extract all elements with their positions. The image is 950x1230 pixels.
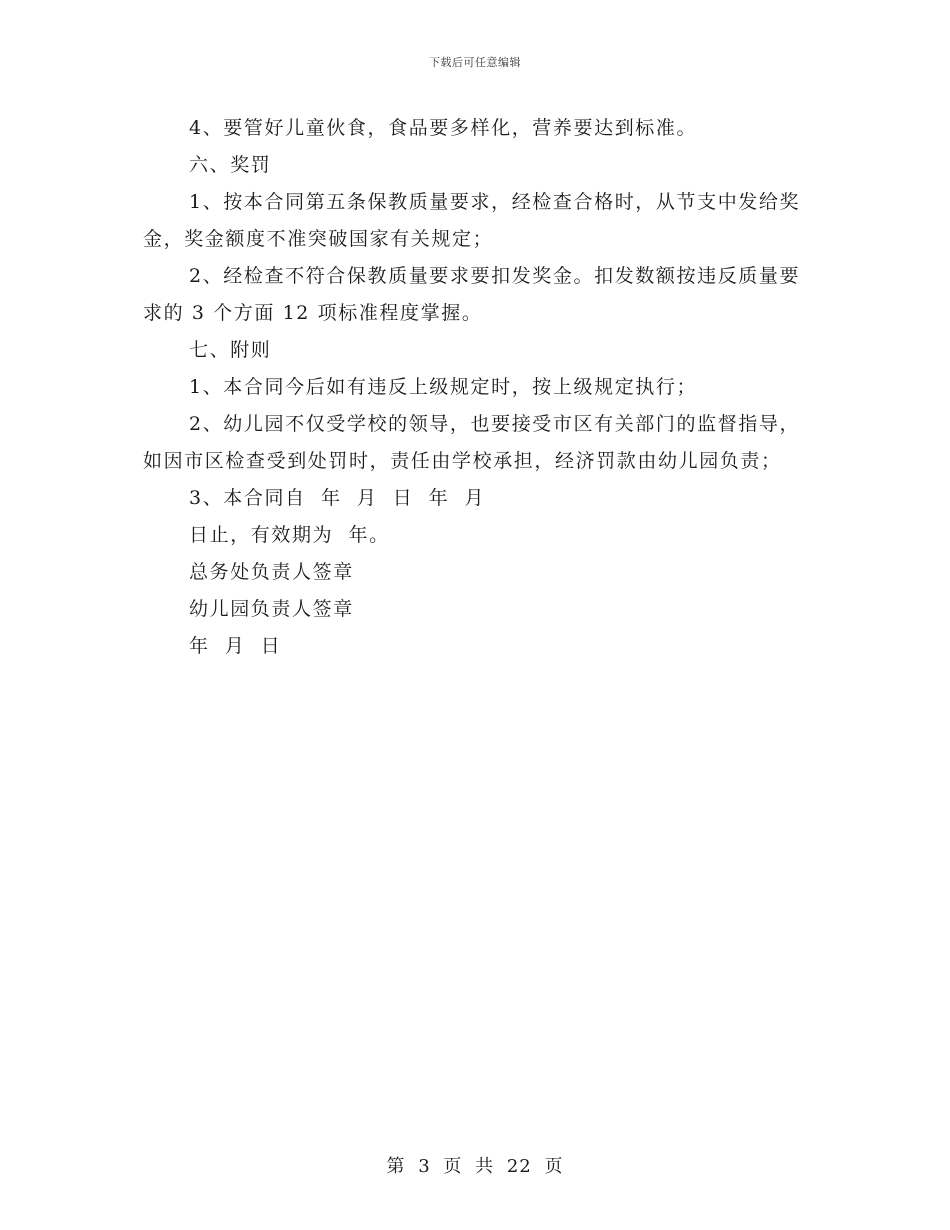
paragraph-supervision: 2、幼儿园不仅受学校的领导，也要接受市区有关部门的监督指导，如因市区检查受到处罚时，责任由学校承担，经济罚款由幼儿园负责； <box>143 413 801 472</box>
paragraph-contract-term-start: 3、本合同自 年 月 日 年 月 <box>189 487 486 509</box>
paragraph-nutrition: 4、要管好儿童伙食，食品要多样化，营养要达到标准。 <box>189 117 698 139</box>
paragraph-bonus: 1、按本合同第五条保教质量要求，经检查合格时，从节支中发给奖金，奖金额度不准突破国家有关规定； <box>143 191 801 250</box>
signature-general-affairs: 总务处负责人签章 <box>189 561 354 583</box>
paragraph-bonus-deduction: 2、经检查不符合保教质量要求要扣发奖金。扣发数额按违反质量要求的 3 个方面 12 项标准程度掌握。 <box>143 265 801 324</box>
section-heading-supplementary: 七、附则 <box>189 339 272 361</box>
header-note: 下载后可任意编辑 <box>429 56 521 69</box>
signature-date: 年 月 日 <box>189 635 282 657</box>
page-number-footer: 第 3 页 共 22 页 <box>386 1156 564 1177</box>
paragraph-contract-term-end: 日止，有效期为 年。 <box>189 524 390 546</box>
paragraph-regulation-conflict: 1、本合同今后如有违反上级规定时，按上级规定执行； <box>189 376 698 398</box>
section-heading-rewards-penalties: 六、奖罚 <box>189 154 272 176</box>
document-body <box>143 110 813 665</box>
signature-kindergarten: 幼儿园负责人签章 <box>189 598 354 620</box>
